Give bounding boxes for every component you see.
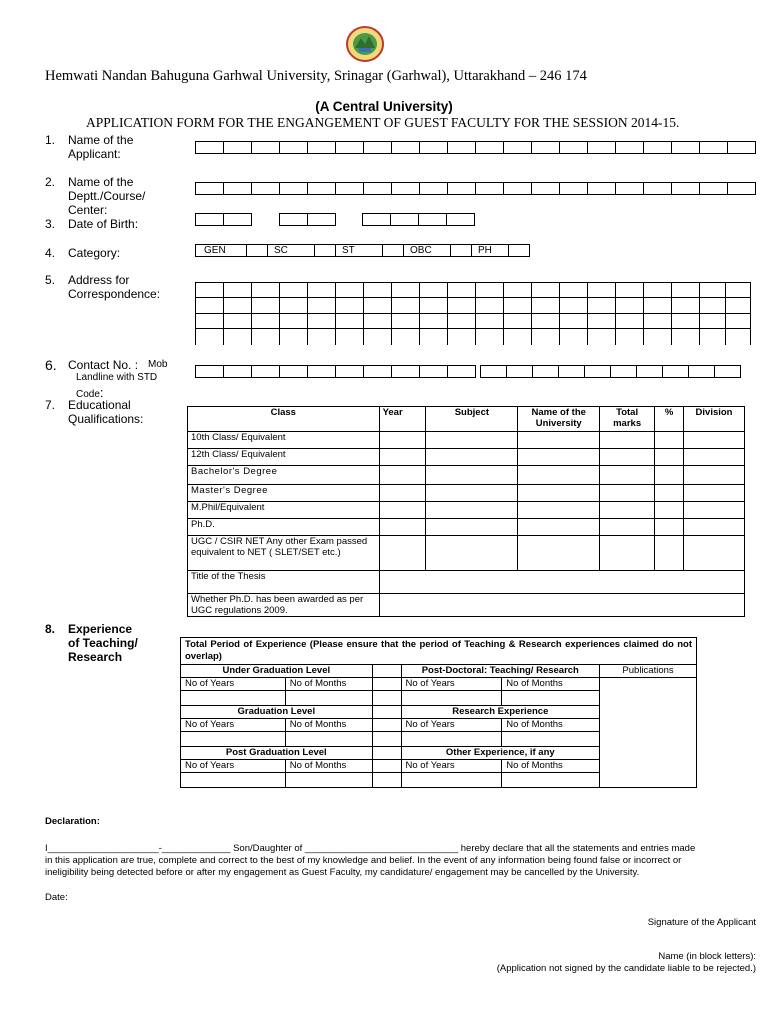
exp-spacer [372,678,401,691]
research-years-input[interactable] [401,732,502,747]
edu-cell[interactable] [426,466,518,485]
edu-header-percent: % [655,407,684,432]
declaration-heading: Declaration: [45,816,100,827]
exp-spacer [372,665,401,678]
edu-cell[interactable] [684,502,745,519]
edu-cell[interactable] [684,485,745,502]
education-table [187,406,745,617]
field-5-number: 5. [45,273,56,287]
category-obc[interactable]: OBC [403,244,450,257]
field-1-label-a: Name of the [68,133,134,147]
research-exp-header: Research Experience [401,706,600,719]
edu-row-regulation: Whether Ph.D. has been awarded as per UGC regulations 2009. [188,594,380,617]
regulation-cell[interactable] [379,594,744,617]
field-2-label-b: Deptt./Course/ [68,189,146,203]
category-sc[interactable]: SC [267,244,314,257]
edu-cell[interactable] [684,519,745,536]
edu-cell[interactable] [600,536,655,571]
other-exp-header: Other Experience, if any [401,747,600,760]
exp-spacer [372,747,401,760]
research-years-label: No of Years [401,719,502,732]
edu-row-thesis: Title of the Thesis [188,571,380,594]
edu-cell[interactable] [655,519,684,536]
field-7-label-a: Educational [68,398,131,412]
other-months-label: No of Months [502,760,600,773]
pg-years-label: No of Years [181,760,286,773]
exp-spacer [372,691,401,706]
edu-cell[interactable] [426,536,518,571]
edu-cell[interactable] [655,536,684,571]
publications-header: Publications [600,665,697,678]
name-block-label: Name (in block letters): [658,951,756,962]
field-1-number: 1. [45,133,56,147]
edu-cell[interactable] [655,485,684,502]
form-title: APPLICATION FORM FOR THE ENGANGEMENT OF GUEST FACULTY FOR THE SESSION 2014-15. [86,115,680,130]
exp-spacer [372,760,401,773]
grad-months-label: No of Months [285,719,372,732]
edu-cell[interactable] [600,432,655,449]
edu-cell[interactable] [655,502,684,519]
edu-row-masters: Master's Degree [188,485,380,502]
mobile-boxes[interactable] [195,365,476,378]
field-7-number: 7. [45,398,56,412]
dob-day-boxes[interactable] [195,213,252,226]
dob-month-boxes[interactable] [279,213,336,226]
grad-months-input[interactable] [285,732,372,747]
research-months-label: No of Months [502,719,600,732]
edu-row-phd: Ph.D. [188,519,380,536]
grad-level-header: Graduation Level [181,706,373,719]
grad-years-input[interactable] [181,732,286,747]
edu-cell[interactable] [684,432,745,449]
ug-years-input[interactable] [181,691,286,706]
field-3-number: 3. [45,217,56,231]
field-6-mob: Mob [148,359,168,370]
edu-cell[interactable] [600,502,655,519]
edu-cell[interactable] [518,466,600,485]
postdoc-years-label: No of Years [401,678,502,691]
edu-cell[interactable] [379,502,426,519]
declaration-line-2: in this application are true, complete and correct to the best of my knowledge and belief. In the event of any information being found false or incorrect or [45,855,682,866]
edu-cell[interactable] [684,466,745,485]
field-7-label-b: Qualifications: [68,412,144,426]
field-1-label-b: Applicant: [68,147,121,161]
address-grid[interactable] [195,282,753,351]
ug-level-header: Under Graduation Level [181,665,373,678]
edu-cell[interactable] [426,485,518,502]
edu-row-10th: 10th Class/ Equivalent [188,432,380,449]
exp-spacer [372,773,401,788]
edu-cell[interactable] [379,536,426,571]
field-5-label-b: Correspondence: [68,287,161,301]
edu-header-total-marks: Total marks [600,407,655,432]
field-6-code: Code: [76,385,104,400]
edu-cell[interactable] [379,519,426,536]
edu-cell[interactable] [426,432,518,449]
ug-months-label: No of Months [285,678,372,691]
category-ph[interactable]: PH [471,244,508,257]
rejection-note: (Application not signed by the candidate liable to be rejected.) [496,963,756,974]
applicant-name-boxes[interactable] [195,141,756,154]
experience-table [180,637,697,788]
exp-spacer [372,732,401,747]
field-6-landline: Landline with STD [76,372,158,383]
declaration-line-1: I_____________________-_____________ Son/Daughter of _____________________________ hereby declare that all the statements and entries made [45,843,696,854]
edu-row-net: UGC / CSIR NET Any other Exam passed equivalent to NET ( SLET/SET etc.) [188,536,380,571]
signature-label: Signature of the Applicant [647,917,756,928]
total-period-note: Total Period of Experience (Please ensure that the period of Teaching & Research experiences claimed do not overlap) [181,638,697,665]
field-6-code-text: Code [76,389,100,400]
edu-cell[interactable] [600,466,655,485]
edu-cell[interactable] [655,466,684,485]
edu-cell[interactable] [379,449,426,466]
pg-months-label: No of Months [285,760,372,773]
edu-row-bachelors: Bachelor's Degree [188,466,380,485]
ug-months-input[interactable] [285,691,372,706]
edu-cell[interactable] [518,432,600,449]
field-2-number: 2. [45,175,56,189]
field-5-label-a: Address for [68,273,130,287]
postdoc-header: Post-Doctoral: Teaching/ Research [401,665,600,678]
field-8-label-b: of Teaching/ [68,636,138,650]
declaration-line-3: ineligibility being detected before or after my engagement as Guest Faculty, my candidature/ engagement may be cancelled by the University. [45,867,640,878]
thesis-title-cell[interactable] [379,571,744,594]
field-3-label: Date of Birth: [68,217,139,231]
edu-header-university: Name of the University [518,407,600,432]
edu-cell[interactable] [655,449,684,466]
category-st[interactable]: ST [335,244,382,257]
dob-year-boxes[interactable] [362,213,475,226]
grad-years-label: No of Years [181,719,286,732]
field-8-number: 8. [45,622,56,636]
edu-cell[interactable] [426,502,518,519]
exp-spacer [372,706,401,719]
field-8-label-a: Experience [68,622,133,636]
ug-years-label: No of Years [181,678,286,691]
edu-cell[interactable] [379,466,426,485]
landline-boxes[interactable] [480,365,741,378]
university-emblem [345,26,385,62]
edu-cell[interactable] [684,449,745,466]
edu-cell[interactable] [518,519,600,536]
edu-cell[interactable] [426,519,518,536]
edu-cell[interactable] [600,449,655,466]
edu-cell[interactable] [518,502,600,519]
edu-cell[interactable] [426,449,518,466]
other-months-input[interactable] [502,773,600,788]
date-label: Date: [45,892,68,903]
category-boxes [195,244,530,257]
research-months-input[interactable] [502,732,600,747]
field-2-label-a: Name of the [68,175,134,189]
edu-row-mphil: M.Phil/Equivalent [188,502,380,519]
category-gen[interactable]: GEN [195,244,246,257]
pg-years-input[interactable] [181,773,286,788]
edu-cell[interactable] [518,485,600,502]
field-2-label-c: Center: [68,203,108,217]
edu-header-division: Division [684,407,745,432]
edu-cell[interactable] [518,536,600,571]
pg-months-input[interactable] [285,773,372,788]
exp-spacer [372,719,401,732]
subtitle: (A Central University) [315,99,453,114]
edu-cell[interactable] [655,432,684,449]
postdoc-months-input[interactable] [502,691,600,706]
field-8-label-c: Research [68,650,123,664]
field-4-label: Category: [68,246,121,260]
edu-cell[interactable] [518,449,600,466]
edu-cell[interactable] [379,432,426,449]
department-boxes[interactable] [195,182,756,195]
field-6-label: Contact No. : [68,358,139,372]
edu-cell[interactable] [600,485,655,502]
field-6-number: 6. [45,357,57,373]
edu-row-12th: 12th Class/ Equivalent [188,449,380,466]
other-years-label: No of Years [401,760,502,773]
university-line: Hemwati Nandan Bahuguna Garhwal University, Srinagar (Garhwal), Uttarakhand – 246 174 [45,68,587,84]
pg-level-header: Post Graduation Level [181,747,373,760]
postdoc-months-label: No of Months [502,678,600,691]
edu-header-year: Year [379,407,426,432]
field-4-number: 4. [45,246,56,260]
edu-header-subject: Subject [426,407,518,432]
edu-cell[interactable] [684,536,745,571]
other-years-input[interactable] [401,773,502,788]
postdoc-years-input[interactable] [401,691,502,706]
edu-cell[interactable] [379,485,426,502]
edu-header-class: Class [188,407,380,432]
edu-cell[interactable] [600,519,655,536]
publications-cell[interactable] [600,678,697,788]
